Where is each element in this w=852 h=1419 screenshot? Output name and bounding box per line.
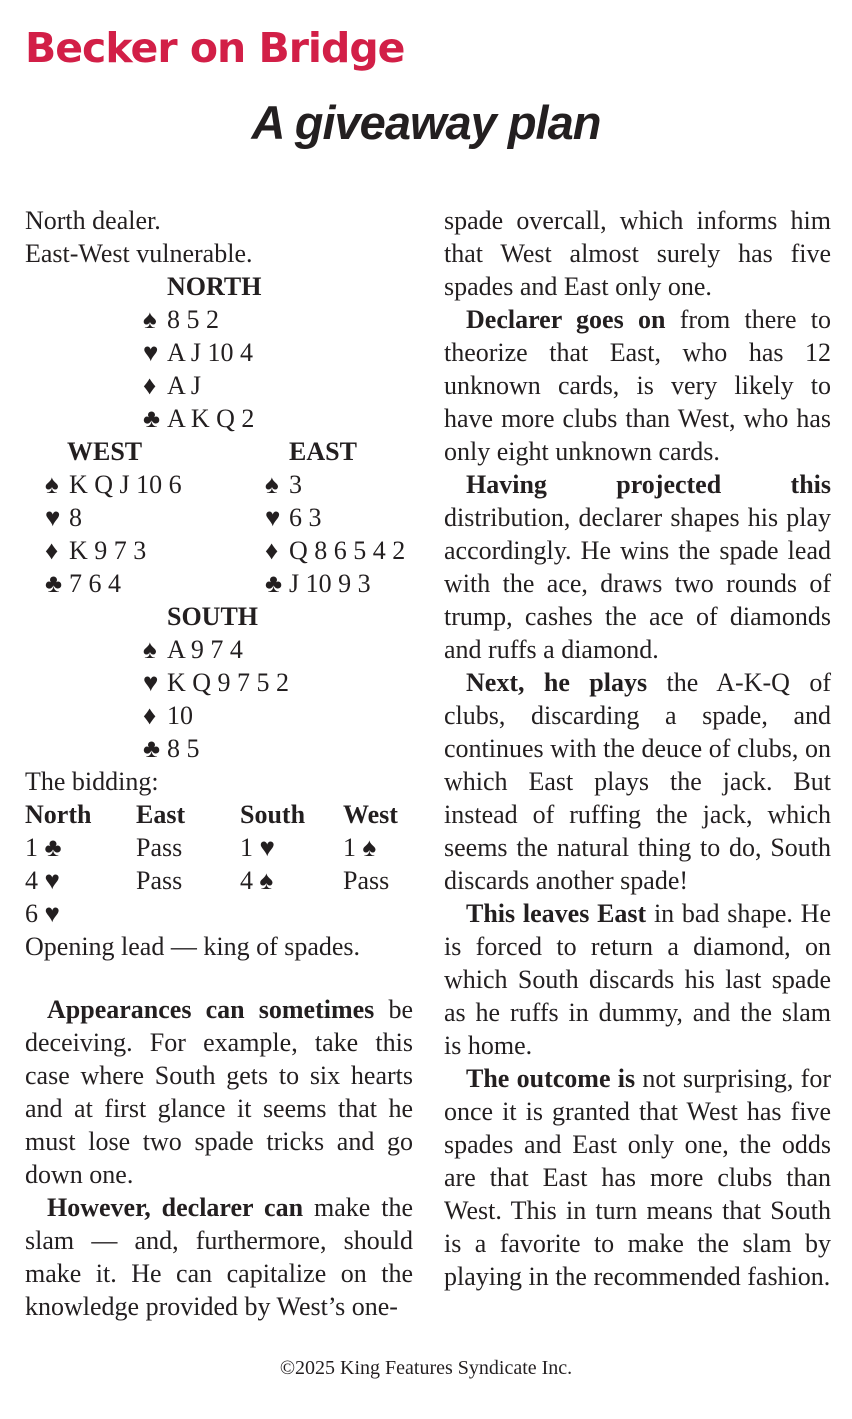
north-hand-label-row xyxy=(25,270,413,303)
south-clubs-row xyxy=(25,732,413,765)
paragraph-body: from there to theorize that East, who has 12 unknown cards, is very likely to have more clubs than West, who has only eight unknown cards. xyxy=(444,305,831,466)
article-paragraph xyxy=(444,204,831,303)
spade-icon: ♠ xyxy=(143,305,157,334)
north-diamonds: A J xyxy=(167,371,201,400)
bid-cell: 6 ♥ xyxy=(25,899,60,928)
east-diamonds: Q 8 6 5 4 2 xyxy=(289,536,406,565)
bid-cell: 1 ♠ xyxy=(343,833,377,862)
south-hearts: K Q 9 7 5 2 xyxy=(167,668,290,697)
paragraph-body: in bad shape. He is forced to return a diamond, on which South discards his last spade as he ruffs in dummy, and the slam is home. xyxy=(444,899,832,1060)
diamond-icon: ♦ xyxy=(143,701,157,730)
opening-lead: Opening lead — king of spades. xyxy=(25,932,361,961)
bidding-header: West xyxy=(343,800,398,829)
article-paragraph xyxy=(444,303,831,468)
vulnerability-line: East-West vulnerable. xyxy=(25,239,253,268)
club-icon: ♣ xyxy=(265,569,283,598)
south-hearts-row xyxy=(25,666,413,699)
paragraph-lead: Next, he plays xyxy=(466,668,648,697)
east-hearts: 6 3 xyxy=(289,503,322,532)
article-paragraph xyxy=(444,1062,831,1293)
bidding-header-row xyxy=(25,798,413,831)
article-paragraph xyxy=(444,468,831,666)
heart-icon: ♥ xyxy=(143,668,159,697)
diamond-icon: ♦ xyxy=(143,371,157,400)
bid-cell: 4 ♠ xyxy=(240,866,274,895)
bidding-header: East xyxy=(136,800,186,829)
paragraph-lead: Appearances can sometimes xyxy=(47,995,375,1024)
bidding-header: North xyxy=(25,800,92,829)
bid-cell: 4 ♥ xyxy=(25,866,60,895)
bidding-row xyxy=(25,831,413,864)
column-masthead: Becker on Bridge xyxy=(25,24,405,72)
east-spades: 3 xyxy=(289,470,302,499)
article-paragraph xyxy=(444,897,831,1062)
paragraph-body: spade overcall, which informs him that West almost surely has five spades and East only one. xyxy=(444,206,831,301)
bidding-row xyxy=(25,864,413,897)
north-spades-row xyxy=(25,303,413,336)
south-diamonds: 10 xyxy=(167,701,193,730)
west-diamonds: K 9 7 3 xyxy=(69,536,147,565)
north-hearts: A J 10 4 xyxy=(167,338,253,367)
paragraph-body: distribution, declarer shapes his play accordingly. He wins the spade lead with the ace, draws two rounds of trump, cashes the ace of diamonds and ruffs a diamond. xyxy=(444,503,831,664)
spade-icon: ♠ xyxy=(45,470,59,499)
paragraph-body: be deceiving. For example, take this case where South gets to six hearts and at first glance it seems that he must lose two spade tricks and go down one. xyxy=(25,995,414,1189)
bidding-row xyxy=(25,897,413,930)
bid-cell: Pass xyxy=(343,866,390,895)
article-headline: A giveaway plan xyxy=(251,96,601,149)
left-column xyxy=(25,204,413,1323)
bid-cell: Pass xyxy=(136,833,183,862)
west-spades: K Q J 10 6 xyxy=(69,470,182,499)
article-paragraph xyxy=(25,993,413,1191)
south-spades: A 9 7 4 xyxy=(167,635,243,664)
paragraph-lead: Having projected this xyxy=(466,470,831,499)
diamond-icon: ♦ xyxy=(45,536,59,565)
south-clubs: 8 5 xyxy=(167,734,200,763)
club-icon: ♣ xyxy=(143,404,161,433)
club-icon: ♣ xyxy=(143,734,161,763)
article-paragraph xyxy=(444,666,831,897)
paragraph-lead: This leaves East xyxy=(466,899,647,928)
bidding-title: The bidding: xyxy=(25,767,159,796)
bid-cell: 1 ♥ xyxy=(240,833,275,862)
dealer-line: North dealer. xyxy=(25,206,161,235)
west-label: WEST xyxy=(67,437,143,466)
bid-cell: Pass xyxy=(136,866,183,895)
east-clubs: J 10 9 3 xyxy=(289,569,371,598)
paragraph-lead: The outcome is xyxy=(466,1064,636,1093)
copyright-notice: ©2025 King Features Syndicate Inc. xyxy=(279,1357,573,1379)
south-hand-label-row xyxy=(25,600,413,633)
west-hearts: 8 xyxy=(69,503,82,532)
paragraph-body: not surprising, for once it is granted that West has five spades and East only one, the odds are that East has more clubs than West. This in turn means that South is a favorite to make the slam by playing in the recommended fashion. xyxy=(444,1064,831,1291)
heart-icon: ♥ xyxy=(265,503,281,532)
west-east-spades-row xyxy=(25,468,413,501)
paragraph-body: make the slam — and, furthermore, should make it. He can capitalize on the knowledge provided by West’s one- xyxy=(25,1193,413,1321)
article-paragraph xyxy=(25,1191,413,1323)
north-clubs-row xyxy=(25,402,413,435)
west-east-clubs-row xyxy=(25,567,413,600)
north-label: NORTH xyxy=(167,272,262,301)
north-hearts-row xyxy=(25,336,413,369)
east-label: EAST xyxy=(289,437,357,466)
west-east-diamonds-row xyxy=(25,534,413,567)
paragraph-body: the A-K-Q of clubs, discarding a spade, and continues with the deuce of clubs, on which East plays the jack. But instead of ruffing the jack, which seems the natural thing to do, South discards another spade! xyxy=(444,668,831,895)
south-spades-row xyxy=(25,633,413,666)
right-column xyxy=(444,204,831,1293)
club-icon: ♣ xyxy=(45,569,63,598)
bid-cell: 1 ♣ xyxy=(25,833,62,862)
south-label: SOUTH xyxy=(167,602,259,631)
west-east-label-row xyxy=(25,435,413,468)
west-clubs: 7 6 4 xyxy=(69,569,121,598)
heart-icon: ♥ xyxy=(45,503,61,532)
north-clubs: A K Q 2 xyxy=(167,404,255,433)
diamond-icon: ♦ xyxy=(265,536,279,565)
north-diamonds-row xyxy=(25,369,413,402)
west-east-hearts-row xyxy=(25,501,413,534)
spade-icon: ♠ xyxy=(143,635,157,664)
north-spades: 8 5 2 xyxy=(167,305,219,334)
spade-icon: ♠ xyxy=(265,470,279,499)
paragraph-lead: Declarer goes on xyxy=(466,305,666,334)
south-diamonds-row xyxy=(25,699,413,732)
bidding-header: South xyxy=(240,800,306,829)
paragraph-lead: However, declarer can xyxy=(47,1193,304,1222)
heart-icon: ♥ xyxy=(143,338,159,367)
